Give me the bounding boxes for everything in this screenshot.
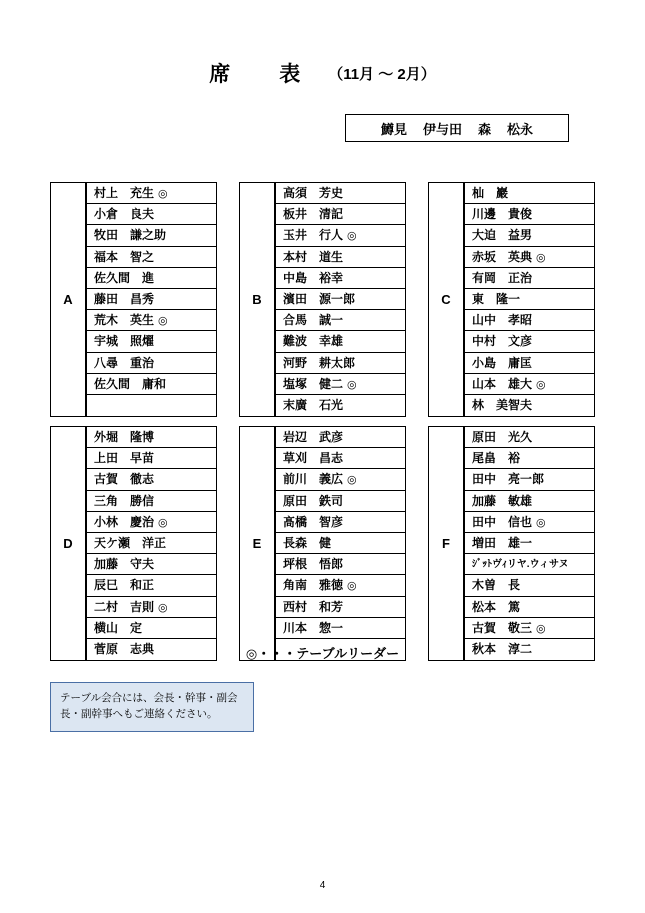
member-row [464, 491, 594, 512]
group-table-c [428, 182, 595, 417]
member-row [275, 469, 405, 490]
group-row-bottom [50, 426, 595, 661]
member-name: 川邊 貴俊 [472, 207, 533, 222]
member-name: 横山 定 [94, 620, 143, 635]
member-row [275, 289, 405, 310]
member-name: 河野 耕太郎 [283, 355, 356, 370]
member-row [464, 310, 594, 331]
member-list [86, 427, 216, 660]
note-box: テーブル会合には、会長・幹事・副会長・副幹事へもご連絡ください。 [50, 682, 254, 732]
member-row [464, 448, 594, 469]
group-table-b [239, 182, 406, 417]
member-name: 村上 充生 [94, 186, 155, 200]
table-leader-mark-icon: ◎ [158, 188, 168, 200]
group-letter: C [429, 183, 464, 416]
member-row [275, 618, 405, 639]
member-row [275, 353, 405, 374]
member-row [86, 597, 216, 618]
table-leader-mark-icon: ◎ [536, 516, 546, 529]
member-row [86, 427, 216, 448]
member-name: 原田 鉄司 [283, 493, 344, 508]
member-row [464, 512, 594, 533]
member-name: 外堀 隆博 [94, 430, 155, 444]
member-row [86, 575, 216, 596]
member-row [464, 395, 594, 416]
member-name: 有岡 正治 [472, 270, 533, 285]
officer-name: 伊与田 [422, 121, 462, 137]
member-name: 坪根 悟郎 [283, 557, 344, 572]
member-name: 古賀 徹志 [94, 472, 155, 487]
member-row [86, 448, 216, 469]
member-row [464, 204, 594, 225]
member-name: 二村 吉則 [94, 599, 155, 614]
legend-text: ◎・・・テーブルリーダー [245, 646, 400, 661]
member-row [464, 533, 594, 554]
group-letter: B [240, 183, 275, 416]
member-row [275, 575, 405, 596]
officer-name: 森 [478, 121, 492, 137]
member-name: 本村 道生 [283, 249, 344, 264]
member-name: 西村 和芳 [283, 599, 344, 614]
group-letter: E [240, 427, 275, 660]
member-row [275, 183, 405, 204]
page-title [0, 58, 645, 88]
member-row [275, 247, 405, 268]
member-row [464, 183, 594, 204]
member-row [464, 618, 594, 639]
member-name: 中村 文彦 [472, 334, 533, 349]
member-row [86, 310, 216, 331]
member-name: 塩塚 健二 [283, 376, 344, 391]
member-name: 髙橋 智彦 [283, 514, 344, 529]
member-name: 難波 幸雄 [283, 334, 344, 349]
table-leader-mark-icon: ◎ [347, 230, 357, 243]
table-leader-mark-icon: ◎ [536, 378, 546, 391]
member-row [86, 374, 216, 395]
group-letter: D [51, 427, 86, 660]
member-row [275, 512, 405, 533]
member-row [86, 491, 216, 512]
member-name: 草刈 昌志 [283, 451, 344, 466]
table-leader-mark-icon: ◎ [158, 516, 168, 529]
member-name: 板井 清記 [283, 207, 344, 222]
member-name: 尾畠 裕 [472, 451, 521, 466]
group-letter: A [51, 183, 86, 416]
member-row [86, 183, 216, 204]
member-name: 木曽 長 [472, 578, 521, 593]
member-row [86, 289, 216, 310]
group-table-a [50, 182, 217, 417]
member-name: 上田 早苗 [94, 451, 155, 466]
member-name: 福本 智之 [94, 249, 155, 264]
member-name: 三角 勝信 [94, 493, 155, 508]
member-row [464, 597, 594, 618]
member-row [86, 512, 216, 533]
member-name: 八尋 重治 [94, 355, 155, 370]
member-row [464, 225, 594, 246]
member-row-empty [86, 395, 216, 416]
table-leader-mark-icon: ◎ [347, 378, 357, 391]
member-row [464, 427, 594, 448]
member-list [86, 183, 216, 416]
member-name: 小林 慶治 [94, 514, 155, 529]
member-name: 大迫 益男 [472, 228, 533, 243]
member-row [275, 448, 405, 469]
member-row [275, 427, 405, 448]
member-name: ｼﾞｯﾄヴｨリヤ.ウィサヌ [472, 559, 569, 571]
member-name: 末廣 石光 [283, 397, 344, 412]
member-name: 増田 雄一 [472, 535, 533, 550]
member-name: 天ケ瀬 洋正 [94, 535, 167, 550]
table-leader-mark-icon: ◎ [347, 474, 357, 487]
member-row [464, 469, 594, 490]
member-name: 濱田 源一郎 [283, 291, 356, 306]
member-row [86, 618, 216, 639]
group-table-f [428, 426, 595, 661]
member-name: 藤田 昌秀 [94, 291, 155, 306]
page-number: 4 [319, 880, 326, 891]
member-list [275, 427, 405, 660]
member-name: 東 隆一 [472, 291, 521, 306]
member-name: 林 美智夫 [472, 397, 533, 412]
member-name: 田中 信也 [472, 514, 533, 529]
member-row [464, 268, 594, 289]
title-period-text: （11月 ～ 2月） [328, 65, 436, 83]
member-row [86, 353, 216, 374]
officer-name: 松永 [507, 121, 534, 137]
table-leader-mark-icon: ◎ [536, 251, 546, 264]
member-name: 秋本 淳二 [472, 641, 533, 656]
member-row [275, 268, 405, 289]
title-main-text: 席 表 [209, 63, 315, 86]
member-name: 玉井 行人 [283, 228, 344, 243]
member-row [86, 225, 216, 246]
member-row [86, 204, 216, 225]
member-row [275, 374, 405, 395]
member-name: 高須 芳史 [283, 186, 344, 200]
member-name: 長森 健 [283, 535, 332, 550]
member-name: 加藤 敏雄 [472, 493, 533, 508]
member-row [86, 247, 216, 268]
officer-name: 鱒見 [380, 121, 407, 137]
member-name: 加藤 守夫 [94, 557, 155, 572]
member-name: 佐久間 庸和 [94, 376, 167, 391]
member-name: 角南 雅徳 [283, 578, 344, 593]
member-name: 田中 亮一郎 [472, 472, 545, 487]
member-name: 原田 光久 [472, 430, 533, 444]
member-row [464, 374, 594, 395]
group-letter: F [429, 427, 464, 660]
group-table-e [239, 426, 406, 661]
table-leader-mark-icon: ◎ [158, 315, 168, 328]
member-name: 小島 庸匡 [472, 355, 533, 370]
member-row [86, 268, 216, 289]
member-row [464, 353, 594, 374]
member-name: 山中 孝昭 [472, 313, 533, 328]
member-name: 川本 惣一 [283, 620, 344, 635]
officer-name-box [345, 114, 569, 142]
member-list [464, 427, 594, 660]
member-name: 菅原 志典 [94, 641, 155, 656]
member-row [275, 491, 405, 512]
member-row [275, 395, 405, 416]
member-name: 山本 雄大 [472, 376, 533, 391]
member-name: 佐久間 進 [94, 270, 155, 285]
member-name: 前川 義広 [283, 472, 344, 487]
member-name: 中島 裕幸 [283, 270, 344, 285]
member-row [275, 310, 405, 331]
member-row [275, 533, 405, 554]
member-name: 杣 巖 [472, 186, 509, 200]
member-list [464, 183, 594, 416]
member-row [275, 331, 405, 352]
member-name: 合馬 誠一 [283, 313, 344, 328]
member-name: 松本 篤 [472, 599, 521, 614]
group-table-d [50, 426, 217, 661]
member-name: 赤坂 英典 [472, 249, 533, 264]
member-name: 古賀 敬三 [472, 620, 533, 635]
member-row [464, 575, 594, 596]
member-list [275, 183, 405, 416]
member-row [464, 331, 594, 352]
member-row [464, 554, 594, 575]
member-row [275, 554, 405, 575]
member-name: 辰巳 和正 [94, 578, 155, 593]
group-row-top [50, 182, 595, 417]
member-row [86, 554, 216, 575]
member-row [275, 204, 405, 225]
member-row [86, 331, 216, 352]
table-leader-mark-icon: ◎ [158, 601, 168, 614]
member-row [464, 289, 594, 310]
member-row [86, 469, 216, 490]
member-row [86, 533, 216, 554]
member-name: 牧田 謙之助 [94, 228, 167, 243]
member-name: 宇城 照燿 [94, 334, 155, 349]
table-leader-mark-icon: ◎ [536, 622, 546, 635]
member-name: 荒木 英生 [94, 313, 155, 328]
member-name: 小倉 良夫 [94, 207, 155, 222]
member-row [464, 247, 594, 268]
member-name: 岩辺 武彦 [283, 430, 344, 444]
table-leader-mark-icon: ◎ [347, 580, 357, 593]
member-row [275, 597, 405, 618]
member-row [275, 225, 405, 246]
